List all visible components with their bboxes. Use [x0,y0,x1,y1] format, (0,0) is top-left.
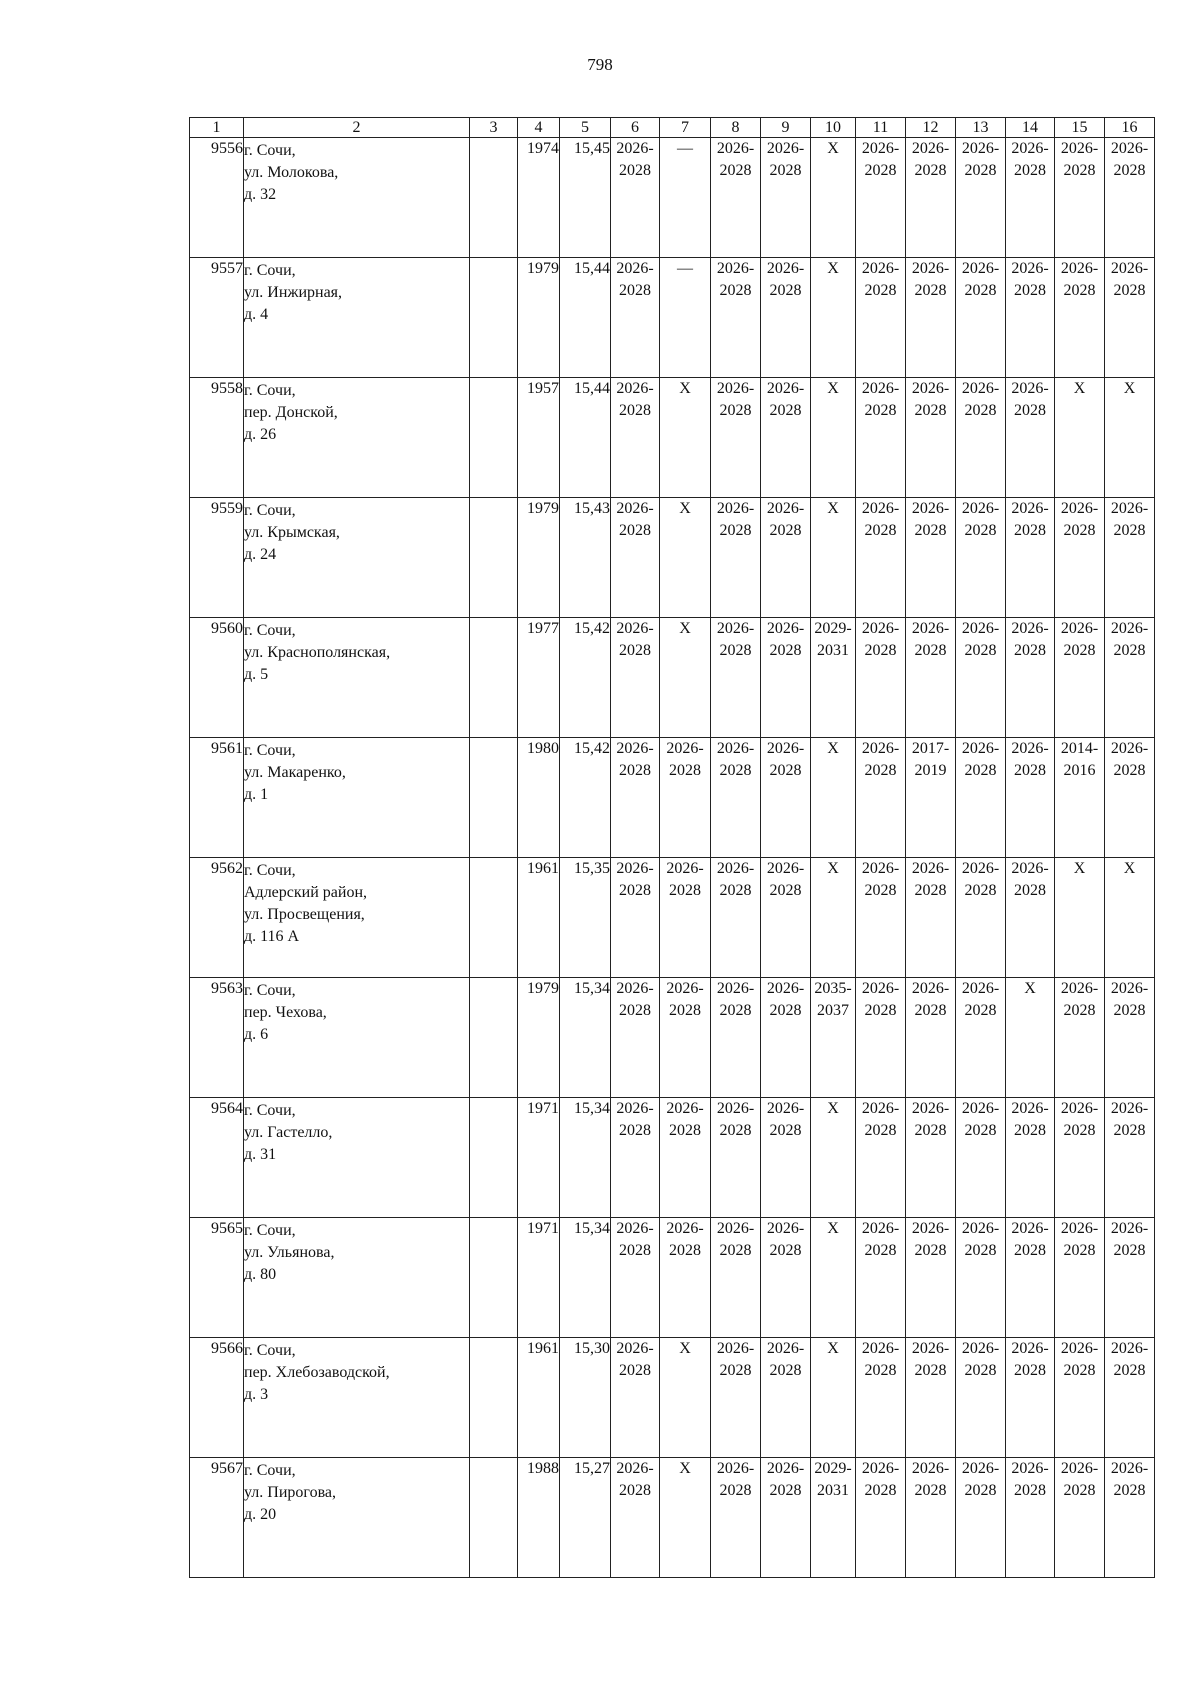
col-10-cell: 2029- 2031 [811,1458,856,1578]
column-header-1: 1 [190,118,244,138]
table-row [190,1458,1155,1578]
col-10-cell: 2029- 2031 [811,618,856,738]
col-15-cell: 2014- 2016 [1055,738,1105,858]
address-cell: г. Сочи, ул. Пирогова, д. 20 [244,1458,470,1578]
col-16-cell: 2026- 2028 [1105,1338,1155,1458]
year-built-cell: 1961 [518,858,560,978]
col-8-cell: 2026- 2028 [711,978,761,1098]
col-13-cell: 2026- 2028 [956,138,1006,258]
col-10-cell: X [811,378,856,498]
col-11-cell: 2026- 2028 [856,498,906,618]
col-6-cell: 2026- 2028 [611,258,660,378]
register-table [189,117,1155,1578]
col-3-cell [470,138,518,258]
col-7-cell: 2026- 2028 [660,858,711,978]
col-13-cell: 2026- 2028 [956,1098,1006,1218]
col-14-cell: 2026- 2028 [1006,1458,1055,1578]
col-12-cell: 2026- 2028 [906,1098,956,1218]
column-header-15: 15 [1055,118,1105,138]
col-9-cell: 2026- 2028 [761,1098,811,1218]
col-14-cell: 2026- 2028 [1006,138,1055,258]
column-header-8: 8 [711,118,761,138]
col-6-cell: 2026- 2028 [611,858,660,978]
table-row [190,978,1155,1098]
col-11-cell: 2026- 2028 [856,978,906,1098]
col-15-cell: 2026- 2028 [1055,1098,1105,1218]
col-9-cell: 2026- 2028 [761,258,811,378]
row-number-cell: 9558 [190,378,244,498]
col-13-cell: 2026- 2028 [956,858,1006,978]
col-8-cell: 2026- 2028 [711,618,761,738]
col-10-cell: X [811,258,856,378]
col-12-cell: 2026- 2028 [906,978,956,1098]
col-6-cell: 2026- 2028 [611,738,660,858]
col-12-cell: 2026- 2028 [906,138,956,258]
col-3-cell [470,858,518,978]
address-cell: г. Сочи, пер. Хлебозаводской, д. 3 [244,1338,470,1458]
col-5-cell: 15,34 [560,1218,611,1338]
col-14-cell: 2026- 2028 [1006,738,1055,858]
column-header-4: 4 [518,118,560,138]
col-16-cell: 2026- 2028 [1105,738,1155,858]
address-cell: г. Сочи, ул. Крымская, д. 24 [244,498,470,618]
col-16-cell: 2026- 2028 [1105,258,1155,378]
row-number-cell: 9556 [190,138,244,258]
column-header-14: 14 [1006,118,1055,138]
year-built-cell: 1979 [518,258,560,378]
table-row [190,738,1155,858]
column-header-10: 10 [811,118,856,138]
table-row [190,378,1155,498]
col-10-cell: X [811,1098,856,1218]
table-row [190,498,1155,618]
row-number-cell: 9567 [190,1458,244,1578]
col-9-cell: 2026- 2028 [761,858,811,978]
col-15-cell: X [1055,858,1105,978]
col-10-cell: 2035- 2037 [811,978,856,1098]
col-5-cell: 15,30 [560,1338,611,1458]
col-8-cell: 2026- 2028 [711,378,761,498]
col-11-cell: 2026- 2028 [856,738,906,858]
address-cell: г. Сочи, ул. Молокова, д. 32 [244,138,470,258]
col-13-cell: 2026- 2028 [956,498,1006,618]
col-5-cell: 15,44 [560,378,611,498]
col-3-cell [470,378,518,498]
col-9-cell: 2026- 2028 [761,378,811,498]
row-number-cell: 9565 [190,1218,244,1338]
col-8-cell: 2026- 2028 [711,498,761,618]
col-7-cell: 2026- 2028 [660,738,711,858]
col-8-cell: 2026- 2028 [711,258,761,378]
column-header-12: 12 [906,118,956,138]
col-16-cell: 2026- 2028 [1105,138,1155,258]
table-row [190,138,1155,258]
col-11-cell: 2026- 2028 [856,378,906,498]
col-15-cell: 2026- 2028 [1055,138,1105,258]
col-8-cell: 2026- 2028 [711,858,761,978]
col-3-cell [470,978,518,1098]
col-11-cell: 2026- 2028 [856,1458,906,1578]
year-built-cell: 1979 [518,978,560,1098]
col-12-cell: 2026- 2028 [906,378,956,498]
col-9-cell: 2026- 2028 [761,1338,811,1458]
table-row [190,258,1155,378]
col-15-cell: 2026- 2028 [1055,1218,1105,1338]
col-5-cell: 15,44 [560,258,611,378]
year-built-cell: 1980 [518,738,560,858]
row-number-cell: 9564 [190,1098,244,1218]
col-7-cell: X [660,1458,711,1578]
col-11-cell: 2026- 2028 [856,1338,906,1458]
col-9-cell: 2026- 2028 [761,1218,811,1338]
year-built-cell: 1974 [518,138,560,258]
col-10-cell: X [811,738,856,858]
col-13-cell: 2026- 2028 [956,258,1006,378]
col-5-cell: 15,43 [560,498,611,618]
col-16-cell: 2026- 2028 [1105,498,1155,618]
col-13-cell: 2026- 2028 [956,1458,1006,1578]
col-14-cell: 2026- 2028 [1006,258,1055,378]
col-15-cell: 2026- 2028 [1055,1458,1105,1578]
row-number-cell: 9561 [190,738,244,858]
row-number-cell: 9557 [190,258,244,378]
col-5-cell: 15,42 [560,618,611,738]
col-5-cell: 15,45 [560,138,611,258]
col-16-cell: 2026- 2028 [1105,1458,1155,1578]
col-11-cell: 2026- 2028 [856,858,906,978]
column-header-6: 6 [611,118,660,138]
col-15-cell: 2026- 2028 [1055,978,1105,1098]
col-6-cell: 2026- 2028 [611,1098,660,1218]
col-3-cell [470,1098,518,1218]
row-number-cell: 9559 [190,498,244,618]
col-11-cell: 2026- 2028 [856,258,906,378]
row-number-cell: 9562 [190,858,244,978]
table-row [190,858,1155,978]
table-body [190,138,1155,1578]
address-cell: г. Сочи, ул. Краснополянская, д. 5 [244,618,470,738]
address-cell: г. Сочи, пер. Донской, д. 26 [244,378,470,498]
year-built-cell: 1979 [518,498,560,618]
col-8-cell: 2026- 2028 [711,1458,761,1578]
year-built-cell: 1977 [518,618,560,738]
col-6-cell: 2026- 2028 [611,498,660,618]
col-15-cell: 2026- 2028 [1055,498,1105,618]
row-number-cell: 9563 [190,978,244,1098]
col-5-cell: 15,34 [560,978,611,1098]
col-10-cell: X [811,138,856,258]
table-row [190,1338,1155,1458]
col-14-cell: 2026- 2028 [1006,618,1055,738]
row-number-cell: 9566 [190,1338,244,1458]
address-cell: г. Сочи, ул. Ульянова, д. 80 [244,1218,470,1338]
col-3-cell [470,1338,518,1458]
col-15-cell: 2026- 2028 [1055,258,1105,378]
col-13-cell: 2026- 2028 [956,738,1006,858]
col-10-cell: X [811,858,856,978]
col-5-cell: 15,34 [560,1098,611,1218]
column-header-16: 16 [1105,118,1155,138]
column-header-7: 7 [660,118,711,138]
col-12-cell: 2026- 2028 [906,1218,956,1338]
col-13-cell: 2026- 2028 [956,618,1006,738]
col-7-cell: X [660,498,711,618]
col-7-cell: X [660,618,711,738]
col-11-cell: 2026- 2028 [856,1098,906,1218]
col-5-cell: 15,35 [560,858,611,978]
col-16-cell: X [1105,858,1155,978]
col-3-cell [470,1218,518,1338]
header-row [190,118,1155,138]
page-number: 798 [587,55,613,74]
col-7-cell: X [660,378,711,498]
col-7-cell: — [660,258,711,378]
col-13-cell: 2026- 2028 [956,1218,1006,1338]
year-built-cell: 1961 [518,1338,560,1458]
col-6-cell: 2026- 2028 [611,1218,660,1338]
address-cell: г. Сочи, ул. Гастелло, д. 31 [244,1098,470,1218]
column-header-5: 5 [560,118,611,138]
row-number-cell: 9560 [190,618,244,738]
col-8-cell: 2026- 2028 [711,1338,761,1458]
col-16-cell: 2026- 2028 [1105,978,1155,1098]
col-3-cell [470,618,518,738]
col-3-cell [470,258,518,378]
col-14-cell: 2026- 2028 [1006,1218,1055,1338]
col-13-cell: 2026- 2028 [956,978,1006,1098]
col-11-cell: 2026- 2028 [856,138,906,258]
address-cell: г. Сочи, ул. Инжирная, д. 4 [244,258,470,378]
col-16-cell: 2026- 2028 [1105,618,1155,738]
col-9-cell: 2026- 2028 [761,1458,811,1578]
table-row [190,1218,1155,1338]
col-16-cell: X [1105,378,1155,498]
year-built-cell: 1957 [518,378,560,498]
col-6-cell: 2026- 2028 [611,1338,660,1458]
col-10-cell: X [811,1218,856,1338]
col-10-cell: X [811,498,856,618]
column-header-13: 13 [956,118,1006,138]
col-9-cell: 2026- 2028 [761,978,811,1098]
col-10-cell: X [811,1338,856,1458]
table-row [190,1098,1155,1218]
col-12-cell: 2017- 2019 [906,738,956,858]
col-14-cell: 2026- 2028 [1006,378,1055,498]
col-11-cell: 2026- 2028 [856,618,906,738]
col-6-cell: 2026- 2028 [611,618,660,738]
col-12-cell: 2026- 2028 [906,498,956,618]
col-14-cell: 2026- 2028 [1006,1338,1055,1458]
col-5-cell: 15,27 [560,1458,611,1578]
col-16-cell: 2026- 2028 [1105,1218,1155,1338]
col-15-cell: 2026- 2028 [1055,618,1105,738]
col-5-cell: 15,42 [560,738,611,858]
col-8-cell: 2026- 2028 [711,1098,761,1218]
col-12-cell: 2026- 2028 [906,618,956,738]
table-row [190,618,1155,738]
column-header-9: 9 [761,118,811,138]
address-cell: г. Сочи, Адлерский район, ул. Просвещения, д. 116 А [244,858,470,978]
col-9-cell: 2026- 2028 [761,498,811,618]
col-6-cell: 2026- 2028 [611,978,660,1098]
col-7-cell: X [660,1338,711,1458]
col-14-cell: 2026- 2028 [1006,1098,1055,1218]
col-13-cell: 2026- 2028 [956,378,1006,498]
address-cell: г. Сочи, пер. Чехова, д. 6 [244,978,470,1098]
table-header [190,118,1155,138]
col-9-cell: 2026- 2028 [761,618,811,738]
col-6-cell: 2026- 2028 [611,378,660,498]
col-15-cell: X [1055,378,1105,498]
column-header-3: 3 [470,118,518,138]
year-built-cell: 1988 [518,1458,560,1578]
col-15-cell: 2026- 2028 [1055,1338,1105,1458]
col-3-cell [470,1458,518,1578]
col-12-cell: 2026- 2028 [906,858,956,978]
col-3-cell [470,738,518,858]
col-7-cell: 2026- 2028 [660,1218,711,1338]
col-14-cell: X [1006,978,1055,1098]
col-9-cell: 2026- 2028 [761,738,811,858]
col-6-cell: 2026- 2028 [611,1458,660,1578]
year-built-cell: 1971 [518,1218,560,1338]
col-6-cell: 2026- 2028 [611,138,660,258]
col-14-cell: 2026- 2028 [1006,498,1055,618]
col-9-cell: 2026- 2028 [761,138,811,258]
col-7-cell: 2026- 2028 [660,978,711,1098]
col-3-cell [470,498,518,618]
col-12-cell: 2026- 2028 [906,1458,956,1578]
col-8-cell: 2026- 2028 [711,138,761,258]
address-cell: г. Сочи, ул. Макаренко, д. 1 [244,738,470,858]
col-7-cell: 2026- 2028 [660,1098,711,1218]
col-8-cell: 2026- 2028 [711,1218,761,1338]
col-16-cell: 2026- 2028 [1105,1098,1155,1218]
col-8-cell: 2026- 2028 [711,738,761,858]
col-7-cell: — [660,138,711,258]
col-11-cell: 2026- 2028 [856,1218,906,1338]
column-header-11: 11 [856,118,906,138]
year-built-cell: 1971 [518,1098,560,1218]
column-header-2: 2 [244,118,470,138]
col-12-cell: 2026- 2028 [906,1338,956,1458]
col-12-cell: 2026- 2028 [906,258,956,378]
col-14-cell: 2026- 2028 [1006,858,1055,978]
col-13-cell: 2026- 2028 [956,1338,1006,1458]
